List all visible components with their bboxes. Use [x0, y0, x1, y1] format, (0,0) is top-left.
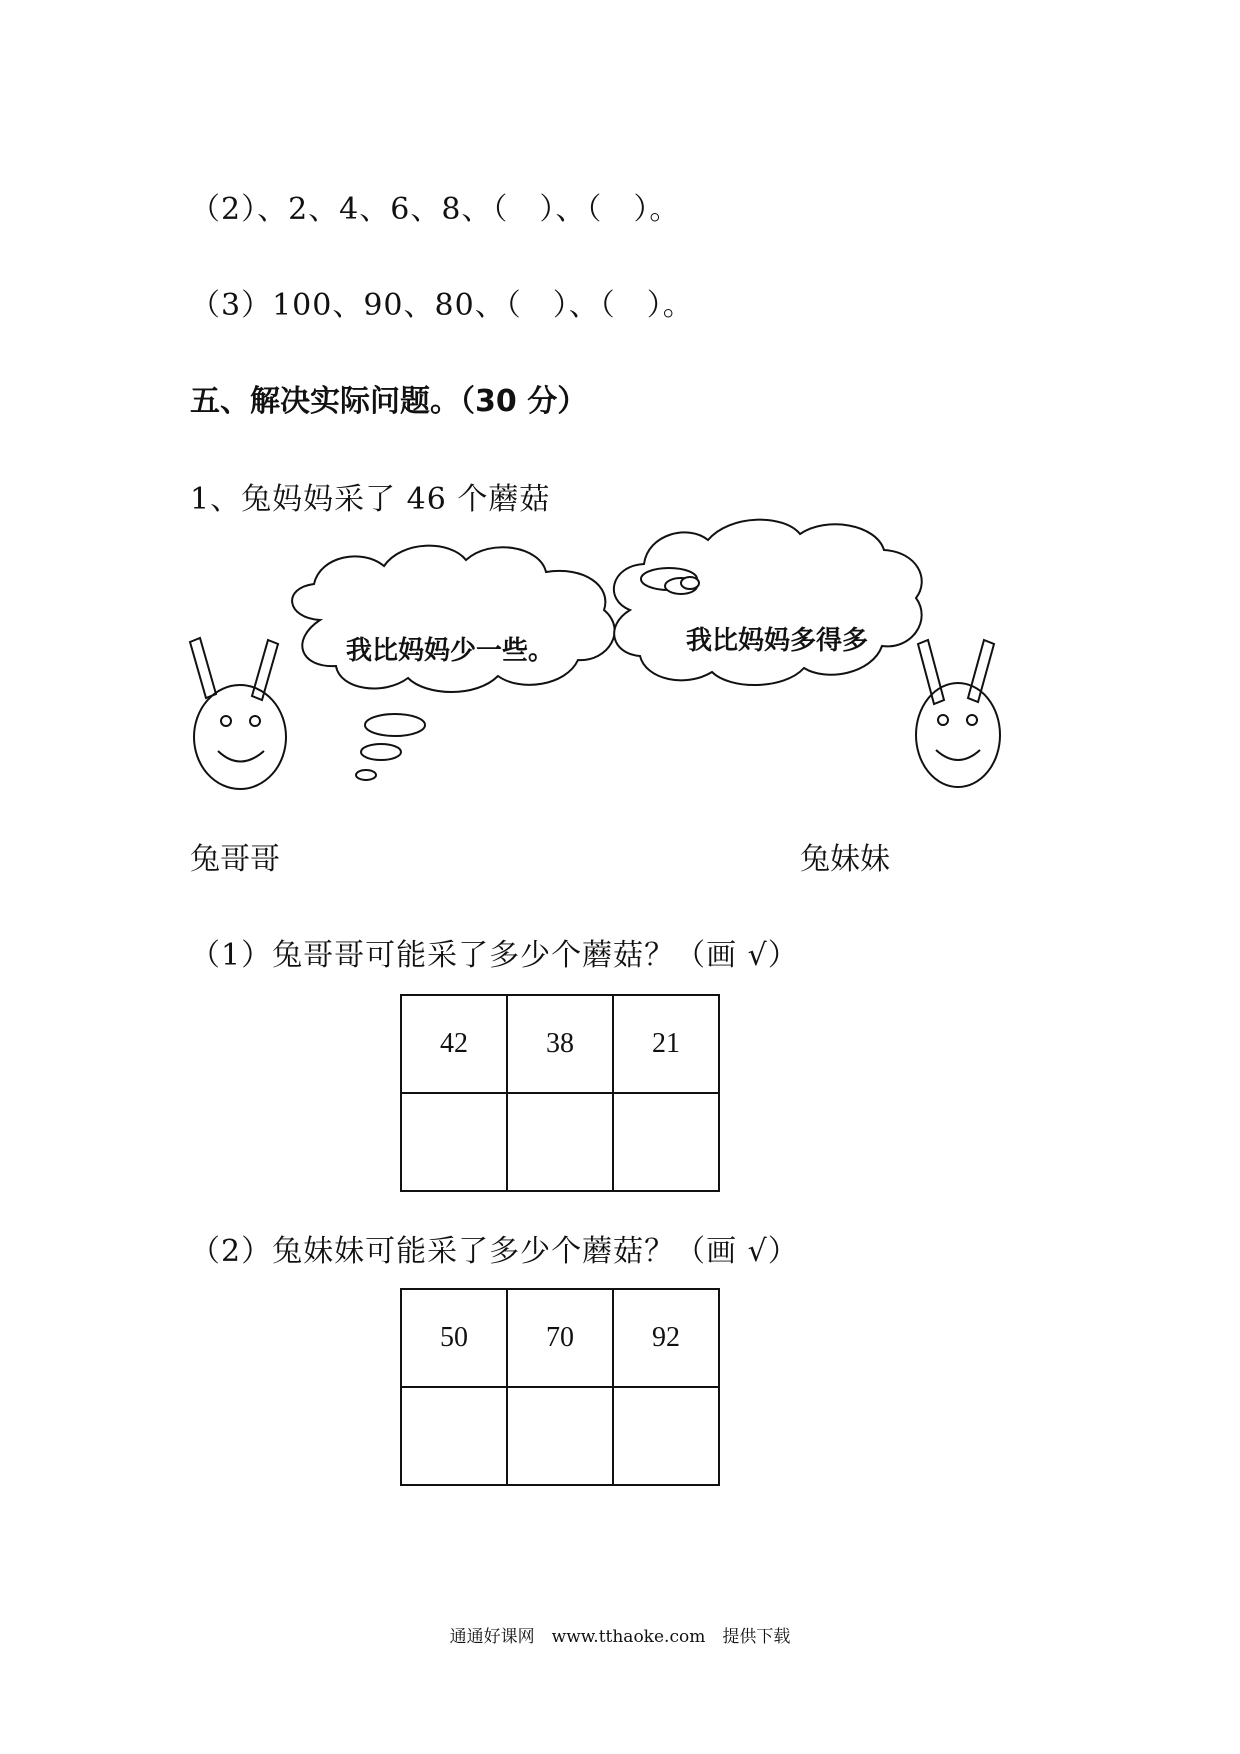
sequence-question-3: （3）100、90、80、（ ）、（ ）。: [190, 288, 694, 323]
checkmark-cell[interactable]: [401, 1093, 507, 1191]
rabbit-sister-label: 兔妹妹: [800, 842, 890, 877]
page-footer: 通通好课网 www.tthaoke.com 提供下载: [449, 1627, 791, 1647]
rabbit-brother-label: 兔哥哥: [190, 842, 280, 877]
rabbit-illustration: [0, 0, 1240, 820]
checkmark-cell[interactable]: [613, 1387, 719, 1485]
option-cell: 42: [401, 995, 507, 1093]
checkmark-cell[interactable]: [507, 1093, 613, 1191]
bubble-right-text: 我比妈妈多得多: [686, 626, 869, 656]
option-cell: 21: [613, 995, 719, 1093]
option-cell: 38: [507, 995, 613, 1093]
answer-grid-2: [400, 1288, 720, 1486]
checkmark-cell[interactable]: [401, 1387, 507, 1485]
option-cell: 92: [613, 1289, 719, 1387]
checkmark-cell[interactable]: [507, 1387, 613, 1485]
bubble-left-text: 我比妈妈少一些。: [346, 636, 555, 666]
thought-bubble-right: [614, 520, 922, 685]
problem-1-intro: 1、兔妈妈采了 46 个蘑菇: [190, 482, 551, 517]
sequence-question-2: （2）、2、4、6、8、（ ）、（ ）。: [190, 192, 681, 227]
section-5-heading: 五、解决实际问题。（30 分）: [190, 384, 588, 419]
rabbit-sister-icon: [916, 640, 1000, 787]
checkmark-cell[interactable]: [613, 1093, 719, 1191]
rabbit-brother-icon: [190, 638, 286, 789]
option-cell: 70: [507, 1289, 613, 1387]
question-1-text: （1）兔哥哥可能采了多少个蘑菇？（画 √）: [190, 938, 799, 973]
answer-grid-1: [400, 994, 720, 1192]
question-2-text: （2）兔妹妹可能采了多少个蘑菇？（画 √）: [190, 1234, 799, 1269]
option-cell: 50: [401, 1289, 507, 1387]
